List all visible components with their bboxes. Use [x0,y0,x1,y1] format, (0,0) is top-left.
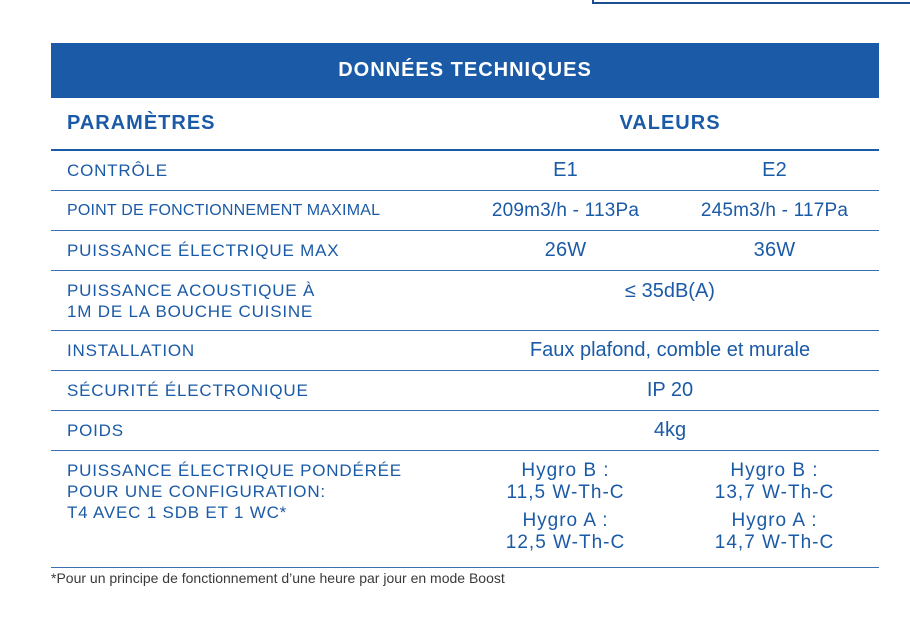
value-e2: E2 [762,159,787,181]
hygro-b-pair [461,460,670,504]
table-row-ponderee [51,451,879,568]
row-label [51,460,461,523]
header-valeurs-label: VALEURS [619,112,721,134]
value-e1-block [461,460,670,560]
table-row-point [51,191,879,231]
table-row-poids [51,411,879,451]
row-label-line1: PUISSANCE ACOUSTIQUE À [67,281,316,300]
row-values [461,159,879,182]
hygro-a-label: Hygro A : [731,510,818,531]
row-values [461,460,879,560]
row-label: POIDS [67,421,124,440]
spec-sheet [51,43,879,568]
row-label [51,280,461,322]
value-e1: 26W [544,239,587,261]
value-e2: 36W [753,239,796,261]
value-e1: 209m3/h - 113Pa [491,199,640,221]
hygro-b-label: Hygro B : [521,460,610,481]
table-title: DONNÉES TECHNIQUES [338,59,592,81]
row-label-line2: 1M DE LA BOUCHE CUISINE [67,302,314,321]
hygro-a-pair [670,510,879,554]
header-parametres: PARAMÈTRES [67,112,216,134]
hygro-b-value: 13,7 W-Th-C [714,482,835,503]
row-label: INSTALLATION [67,341,195,360]
table-row-acoustique [51,271,879,331]
hygro-a-value: 14,7 W-Th-C [714,532,835,553]
table-header-row [51,98,879,151]
hygro-b-label: Hygro B : [730,460,819,481]
row-label: SÉCURITÉ ÉLECTRONIQUE [67,381,309,400]
hygro-a-pair [461,510,670,554]
hygro-b-value: 11,5 W-Th-C [506,482,625,503]
footnote: *Pour un principe de fonctionnement d’une heure par jour en mode Boost [51,570,505,586]
table-row-controle [51,151,879,191]
value-shared: 4kg [653,419,687,441]
hygro-a-value: 12,5 W-Th-C [505,532,626,553]
table-row-securite [51,371,879,411]
value-shared: Faux plafond, comble et murale [529,339,811,361]
corner-frame [592,0,910,4]
hygro-a-label: Hygro A : [522,510,609,531]
row-label: CONTRÔLE [67,161,168,180]
hygro-b-pair [670,460,879,504]
row-label: PUISSANCE ÉLECTRIQUE MAX [67,241,340,260]
value-e2: 245m3/h - 117Pa [700,199,849,221]
table-row-installation [51,331,879,371]
table-row-puissance [51,231,879,271]
table-title-bar [51,43,879,98]
header-valeurs [461,112,879,135]
row-values [461,200,879,222]
value-shared: IP 20 [646,379,694,401]
row-values [461,239,879,262]
row-label-line3: T4 AVEC 1 SDB ET 1 WC* [67,503,288,522]
row-label-line1: PUISSANCE ÉLECTRIQUE PONDÉRÉE [67,461,402,480]
value-e2-block [670,460,879,560]
row-label: POINT DE FONCTIONNEMENT MAXIMAL [67,202,381,219]
value-shared: ≤ 35dB(A) [625,280,715,302]
value-e1: E1 [553,159,578,181]
row-label-line2: POUR UNE CONFIGURATION: [67,482,326,501]
